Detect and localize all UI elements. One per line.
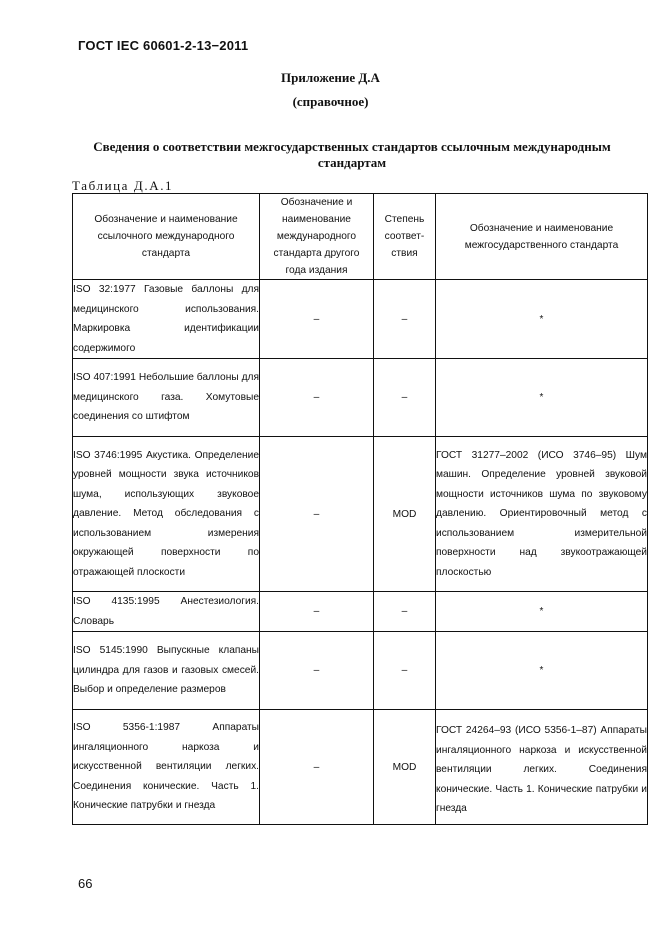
- cell-interstate: *: [436, 592, 648, 632]
- appendix-title: Приложение Д.А: [281, 70, 380, 85]
- table-row: [73, 632, 648, 710]
- cell-international: ISO 3746:1995 Акустика. Определение уровней мощности звука источников шума, использующих звуковое давление. Метод обследования с использованием измерения окружающей поверхности по отражающей плоскости: [73, 437, 260, 592]
- cell-degree: –: [374, 359, 436, 437]
- header-degree: Степень соответ-ствия: [374, 194, 436, 280]
- cell-other-year: –: [260, 280, 374, 359]
- section-title: Сведения о соответствии межгосударственных стандартов ссылочным международным стандартам: [93, 139, 611, 170]
- document-code: ГОСТ IEC 60601-2-13−2011: [78, 38, 249, 53]
- cell-interstate: *: [436, 359, 648, 437]
- table-row: [73, 592, 648, 632]
- cell-interstate: *: [436, 632, 648, 710]
- cell-international: ISO 32:1977 Газовые баллоны для медицинского использования. Маркировка идентификации содержимого: [73, 280, 260, 359]
- cell-other-year: –: [260, 359, 374, 437]
- cell-degree: MOD: [374, 710, 436, 825]
- cell-international: ISO 5356-1:1987 Аппараты ингаляционного наркоза и искусственной вентиляции легких. Соединения конические. Часть 1. Конические патрубки и гнезда: [73, 710, 260, 825]
- header-international-standard: Обозначение и наименование ссылочного международного стандарта: [73, 194, 260, 280]
- page-number: 66: [78, 876, 93, 891]
- cell-degree: –: [374, 280, 436, 359]
- cell-international: ISO 5145:1990 Выпускные клапаны цилиндра для газов и газовых смесей. Выбор и определение размеров: [73, 632, 260, 710]
- table-row: [73, 437, 648, 592]
- header-other-year-standard: Обозначение и наименование международного стандарта другого года издания: [260, 194, 374, 280]
- header-interstate-standard: Обозначение и наименование межгосударственного стандарта: [436, 194, 648, 280]
- cell-other-year: –: [260, 710, 374, 825]
- table-row: [73, 710, 648, 825]
- correspondence-table: [72, 193, 648, 825]
- table-row: [73, 280, 648, 359]
- appendix-subtitle: (справочное): [292, 94, 369, 109]
- cell-interstate: *: [436, 280, 648, 359]
- table-header-row: [73, 194, 648, 280]
- cell-other-year: –: [260, 632, 374, 710]
- cell-degree: –: [374, 632, 436, 710]
- cell-degree: MOD: [374, 437, 436, 592]
- cell-interstate: ГОСТ 24264–93 (ИСО 5356-1–87) Аппараты ингаляционного наркоза и искусственной вентиляции легких. Соединения конические. Часть 1. Конические патрубки и гнезда: [436, 710, 648, 825]
- cell-international: ISO 407:1991 Небольшие баллоны для медицинского газа. Хомутовые соединения со штифтом: [73, 359, 260, 437]
- cell-other-year: –: [260, 592, 374, 632]
- table-row: [73, 359, 648, 437]
- cell-international: ISO 4135:1995 Анестезиология. Словарь: [73, 592, 260, 632]
- cell-degree: –: [374, 592, 436, 632]
- table-caption: Таблица Д.А.1: [72, 178, 174, 193]
- cell-interstate: ГОСТ 31277–2002 (ИСО 3746–95) Шум машин. Определение уровней звуковой мощности источников шума по звуковому давлению. Ориентировочный метод с использованием измерительной поверхности над звукоотражающей плоскостью: [436, 437, 648, 592]
- cell-other-year: –: [260, 437, 374, 592]
